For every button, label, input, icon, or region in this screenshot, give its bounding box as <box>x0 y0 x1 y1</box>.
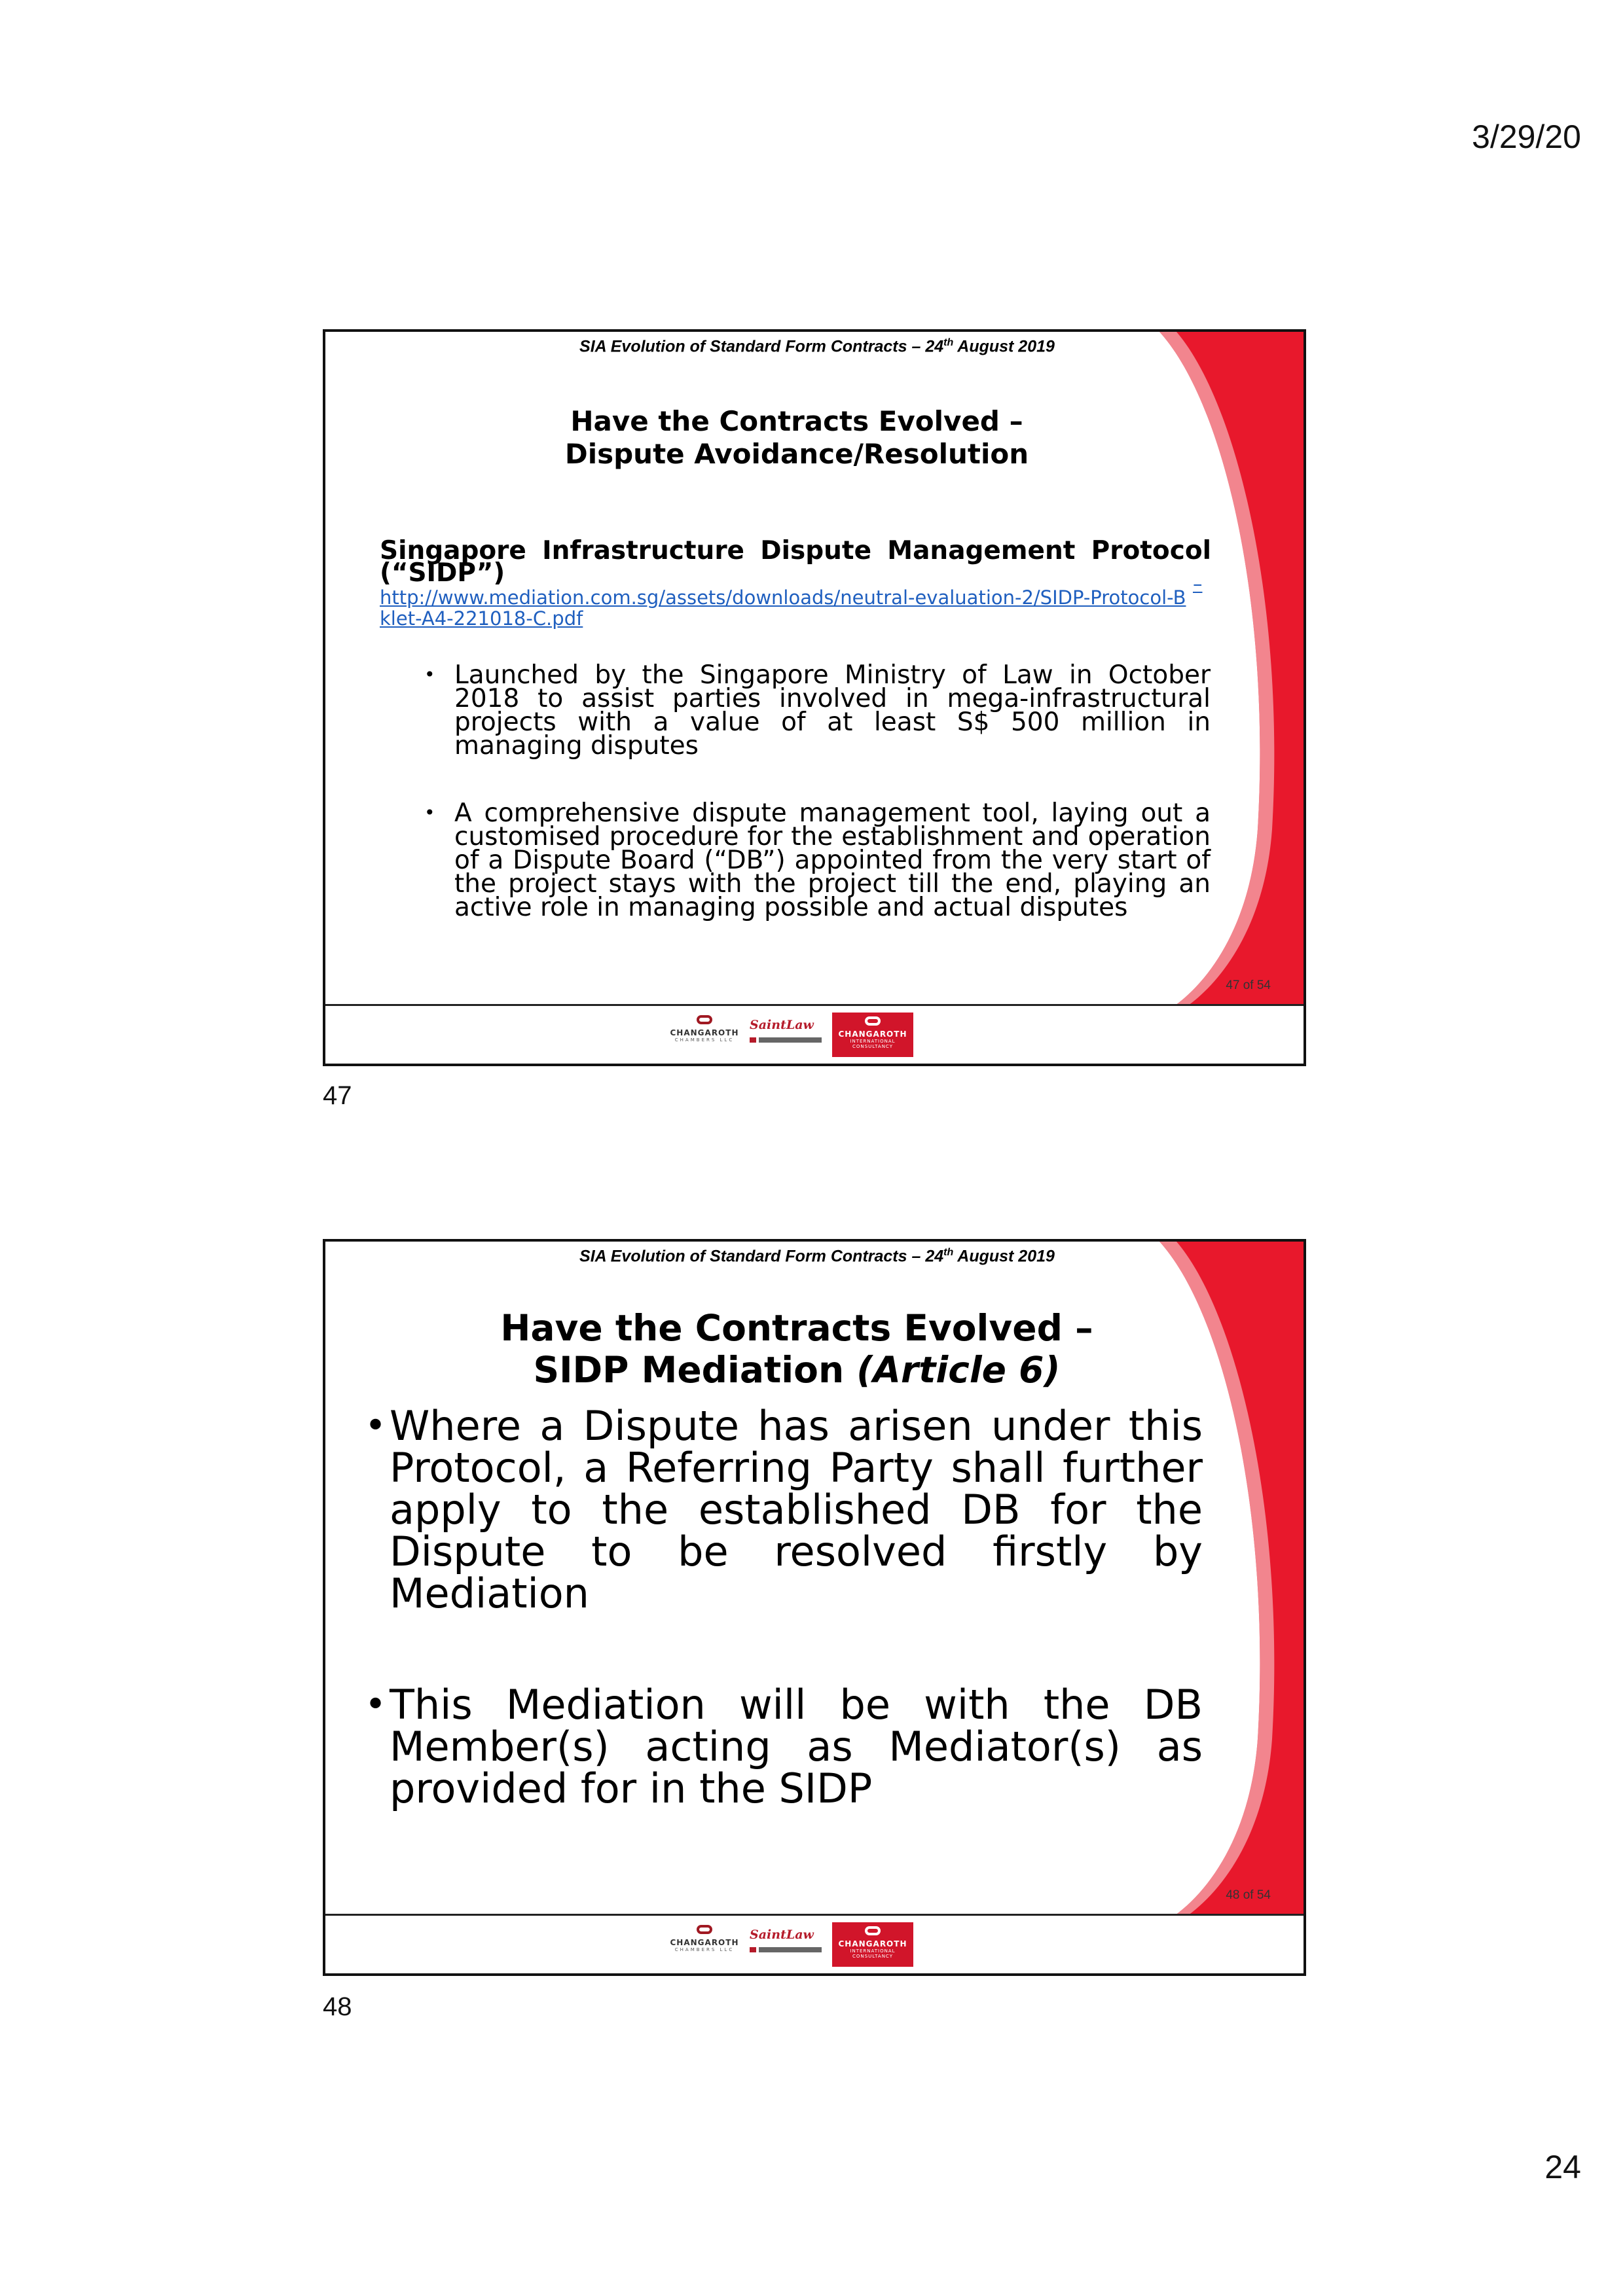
slide-48 <box>323 1239 1306 1976</box>
bullet-item: • This Mediation will be with the DB Member(s) acting as Mediator(s) as provided for in the SIDP <box>365 1681 1203 1812</box>
saintlaw-logo: SaintLaw <box>750 1013 826 1057</box>
slide-footer <box>325 1004 1304 1064</box>
changaroth-chambers-logo: CHANGAROTH CHAMBERS LLC <box>666 1922 743 1967</box>
page-date: 3/29/20 <box>1472 118 1581 155</box>
slide-counter: 47 of 54 <box>1226 978 1271 992</box>
link-mark-icon <box>697 1925 712 1934</box>
slide-title <box>325 405 1268 471</box>
footer-logos <box>666 1922 928 1968</box>
bullet-dot-icon: • <box>365 1683 387 1726</box>
title-line-1: Have the Contracts Evolved – <box>570 405 1023 437</box>
saintlaw-tagline-bar <box>750 1037 822 1043</box>
title-line-2: SIDP Mediation (Article 6) <box>533 1349 1061 1391</box>
slide-47 <box>323 329 1306 1066</box>
bullet-item: • Launched by the Singapore Ministry of Law in October 2018 to assist parties involved in mega-infrastructural projects with a value of at least S$ 500 million in managing disputes <box>424 660 1211 761</box>
saintlaw-logo: SaintLaw <box>750 1922 826 1967</box>
bullet-item: • A comprehensive dispute management tool, laying out a customised procedure for the establishment and operation of a Dispute Board (“DB”) appointed from the very start of the project stays with the project till the end, playing an active role in managing possible and actual disputes <box>424 798 1211 922</box>
bullet-dot-icon: • <box>424 664 435 685</box>
slide-counter: 48 of 54 <box>1226 1888 1271 1902</box>
title-line-2: Dispute Avoidance/Resolution <box>564 438 1029 470</box>
bullet-item: • Where a Dispute has arisen under this Protocol, a Referring Party shall further apply to the established DB for the Dispute to be resolved firstly by Mediation <box>365 1402 1203 1617</box>
sidp-link[interactable]: http://www.mediation.com.sg/assets/downloads/neutral-evaluation-2/SIDP-Protocol-Bklet-A4-221018-C.pdf <box>380 586 1186 630</box>
slide-footer <box>325 1914 1304 1973</box>
slide-number-label: 48 <box>323 1992 352 2021</box>
saintlaw-tagline-bar <box>750 1947 822 1952</box>
changaroth-consultancy-logo: CHANGAROTH INTERNATIONAL CONSULTANCY <box>832 1922 913 1967</box>
bullet-dot-icon: • <box>365 1405 387 1447</box>
slide-header: SIA Evolution of Standard Form Contracts – 24th August 2019 <box>579 1247 1055 1266</box>
bullet-dot-icon: • <box>424 802 435 823</box>
link-mark: – <box>1193 573 1203 595</box>
changaroth-consultancy-logo: CHANGAROTH INTERNATIONAL CONSULTANCY <box>832 1013 913 1057</box>
footer-logos <box>666 1013 928 1058</box>
slide-number-label: 47 <box>323 1081 352 1110</box>
slide-header: SIA Evolution of Standard Form Contracts – 24th August 2019 <box>579 337 1055 356</box>
section-heading: Singapore Infrastructure Dispute Management Protocol (“SIDP”) <box>380 536 1211 588</box>
title-line-1: Have the Contracts Evolved – <box>500 1307 1093 1349</box>
link-mark-icon <box>865 1926 881 1935</box>
link-mark-icon <box>697 1015 712 1024</box>
slide-title <box>325 1307 1268 1391</box>
page-number: 24 <box>1544 2149 1581 2185</box>
changaroth-chambers-logo: CHANGAROTH CHAMBERS LLC <box>666 1013 743 1057</box>
link-mark-icon <box>865 1016 881 1026</box>
